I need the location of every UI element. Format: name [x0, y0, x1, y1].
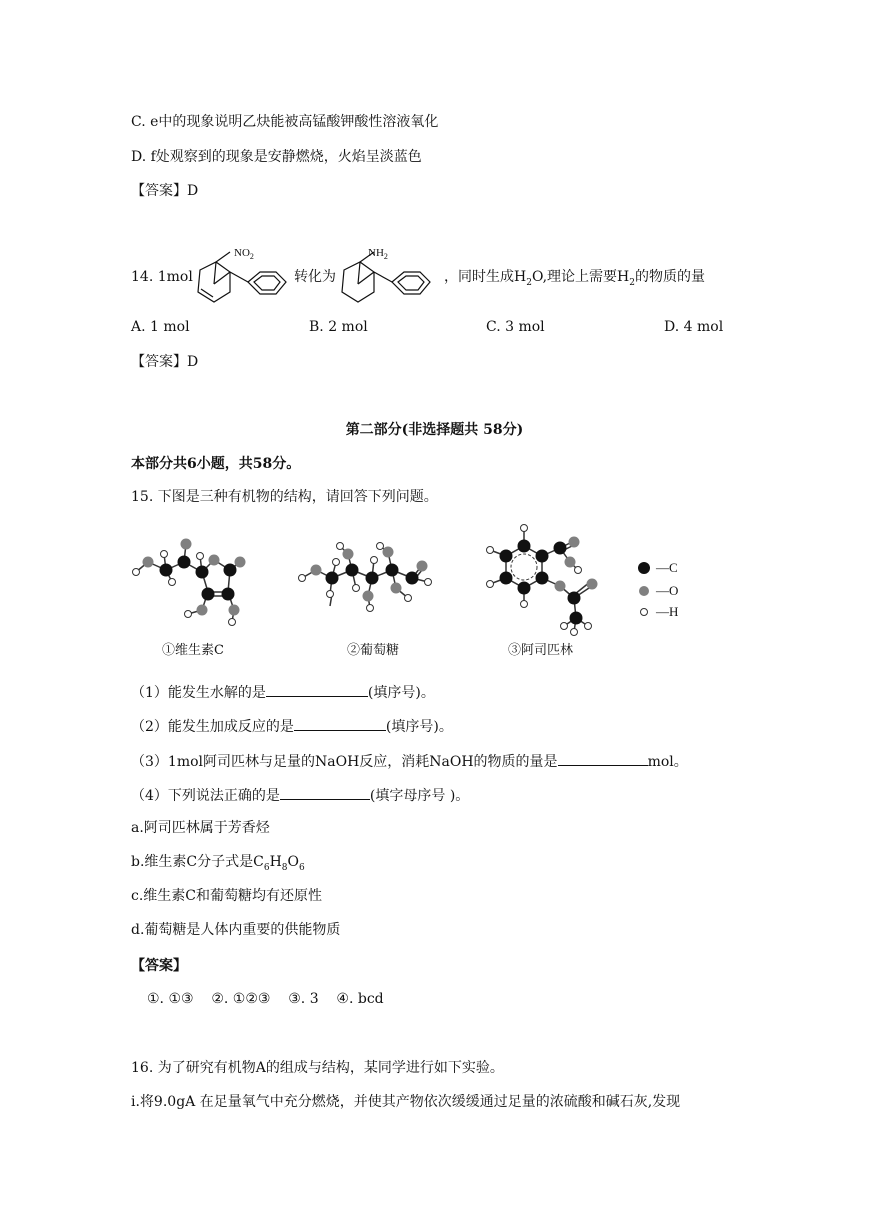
q15-opt-b-text: b.维生素C分子式是C [131, 854, 264, 870]
q15-stem: 15. 下图是三种有机物的结构，请回答下列问题。 [131, 489, 438, 505]
q15-sub1 [131, 682, 435, 702]
q14-product-group-sub: 2 [383, 252, 388, 261]
q15-opt-b-sub-h: 8 [281, 862, 288, 873]
q15-sub3-post: mol。 [647, 754, 688, 770]
q14-tail-end: 的物质的量 [635, 269, 706, 285]
q14-option-a: A. 1 mol [131, 319, 190, 335]
q15-sub1-blank[interactable] [266, 682, 368, 697]
q13-option-d: D. f处观察到的现象是安静燃烧，火焰呈淡蓝色 [131, 149, 422, 165]
caption-aspirin: ③阿司匹林 [508, 643, 574, 658]
q15-sub4-blank[interactable] [280, 785, 370, 800]
vitamin-c-model [128, 532, 268, 632]
legend-oxygen-label: —O [656, 583, 679, 598]
glucose-model [296, 536, 446, 616]
q14-number: 14. 1mol [131, 269, 193, 285]
q14-reactant-structure [186, 240, 294, 310]
q13-option-c: C. e中的现象说明乙炔能被高锰酸钾酸性溶液氧化 [131, 114, 439, 130]
q15-opt-b-h: H [269, 854, 282, 870]
q14-reactant-group-sub: 2 [249, 252, 254, 261]
caption-glucose: ②葡萄糖 [347, 643, 400, 658]
legend-hydrogen-label: —H [656, 604, 679, 619]
q15-opt-b-sub-c: 6 [263, 862, 270, 873]
legend-oxygen-ball [639, 586, 649, 596]
legend-hydrogen-ball [641, 609, 648, 616]
q15-sub3-text: （3）1mol阿司匹林与足量的NaOH反应，消耗NaOH的物质的量是 [131, 754, 558, 770]
q15-sub1-post: (填序号)。 [367, 685, 435, 701]
q15-answers: ①. ①③ ②. ①②③ ③. 3 ④. bcd [147, 991, 384, 1007]
q15-answer-label: 【答案】 [131, 958, 187, 974]
aspirin-model [478, 518, 608, 638]
q15-sub4 [131, 785, 469, 805]
q15-sub2-text: （2）能发生加成反应的是 [131, 719, 294, 735]
q14-product-group-main: NH [368, 247, 384, 259]
q15-sub3-blank[interactable] [558, 751, 648, 766]
q13-answer: 【答案】D [131, 183, 199, 199]
part2-heading: 第二部分(非选择题共 58分) [345, 422, 524, 438]
q14-tail-sub1: 2 [526, 277, 532, 288]
q14-product-structure [336, 240, 444, 310]
legend-carbon-ball [638, 562, 650, 574]
q15-opt-c: c.维生素C和葡萄糖均有还原性 [131, 888, 323, 904]
q16-stem: 16. 为了研究有机物A的组成与结构，某同学进行如下实验。 [131, 1060, 504, 1076]
q15-sub2-blank[interactable] [294, 716, 386, 731]
atom-legend [634, 558, 694, 622]
q14-answer: 【答案】D [131, 354, 199, 370]
q15-sub1-text: （1）能发生水解的是 [131, 685, 266, 701]
q15-sub4-text: （4）下列说法正确的是 [131, 788, 280, 804]
part2-intro: 本部分共6小题，共58分。 [131, 456, 301, 472]
q15-opt-b [131, 853, 305, 877]
q15-opt-d: d.葡萄糖是人体内重要的供能物质 [131, 922, 341, 938]
q14-option-d: D. 4 mol [664, 319, 724, 335]
q14-option-c: C. 3 mol [486, 319, 545, 335]
q15-sub3 [131, 751, 688, 771]
svg-text:NH2 [368, 247, 388, 261]
q14-tail [444, 268, 705, 292]
svg-text:NO2 [234, 247, 254, 261]
q14-tail-mid: O,理论上需要H [531, 269, 630, 285]
q14-reactant-group-main: NO [234, 247, 250, 259]
q15-opt-b-sub-o: 6 [299, 862, 305, 873]
q16-step1: i.将9.0gA 在足量氧气中充分燃烧，并使其产物依次缓缓通过足量的浓硫酸和碱石灰,发现 [131, 1094, 681, 1110]
q15-opt-b-o: O [287, 854, 300, 870]
legend-carbon-label: —C [656, 560, 678, 575]
q14-tail-prefix: ，同时生成H [444, 269, 527, 285]
caption-vitamin-c: ①维生素C [162, 643, 224, 658]
q14-tail-sub2: 2 [629, 277, 636, 288]
q15-opt-a: a.阿司匹林属于芳香烃 [131, 820, 270, 836]
q15-sub4-post: (填字母序号 )。 [369, 788, 470, 804]
q15-sub2 [131, 716, 453, 736]
q14-mid-text: 转化为 [294, 269, 336, 285]
q14-option-b: B. 2 mol [309, 319, 368, 335]
q15-sub2-post: (填序号)。 [385, 719, 453, 735]
